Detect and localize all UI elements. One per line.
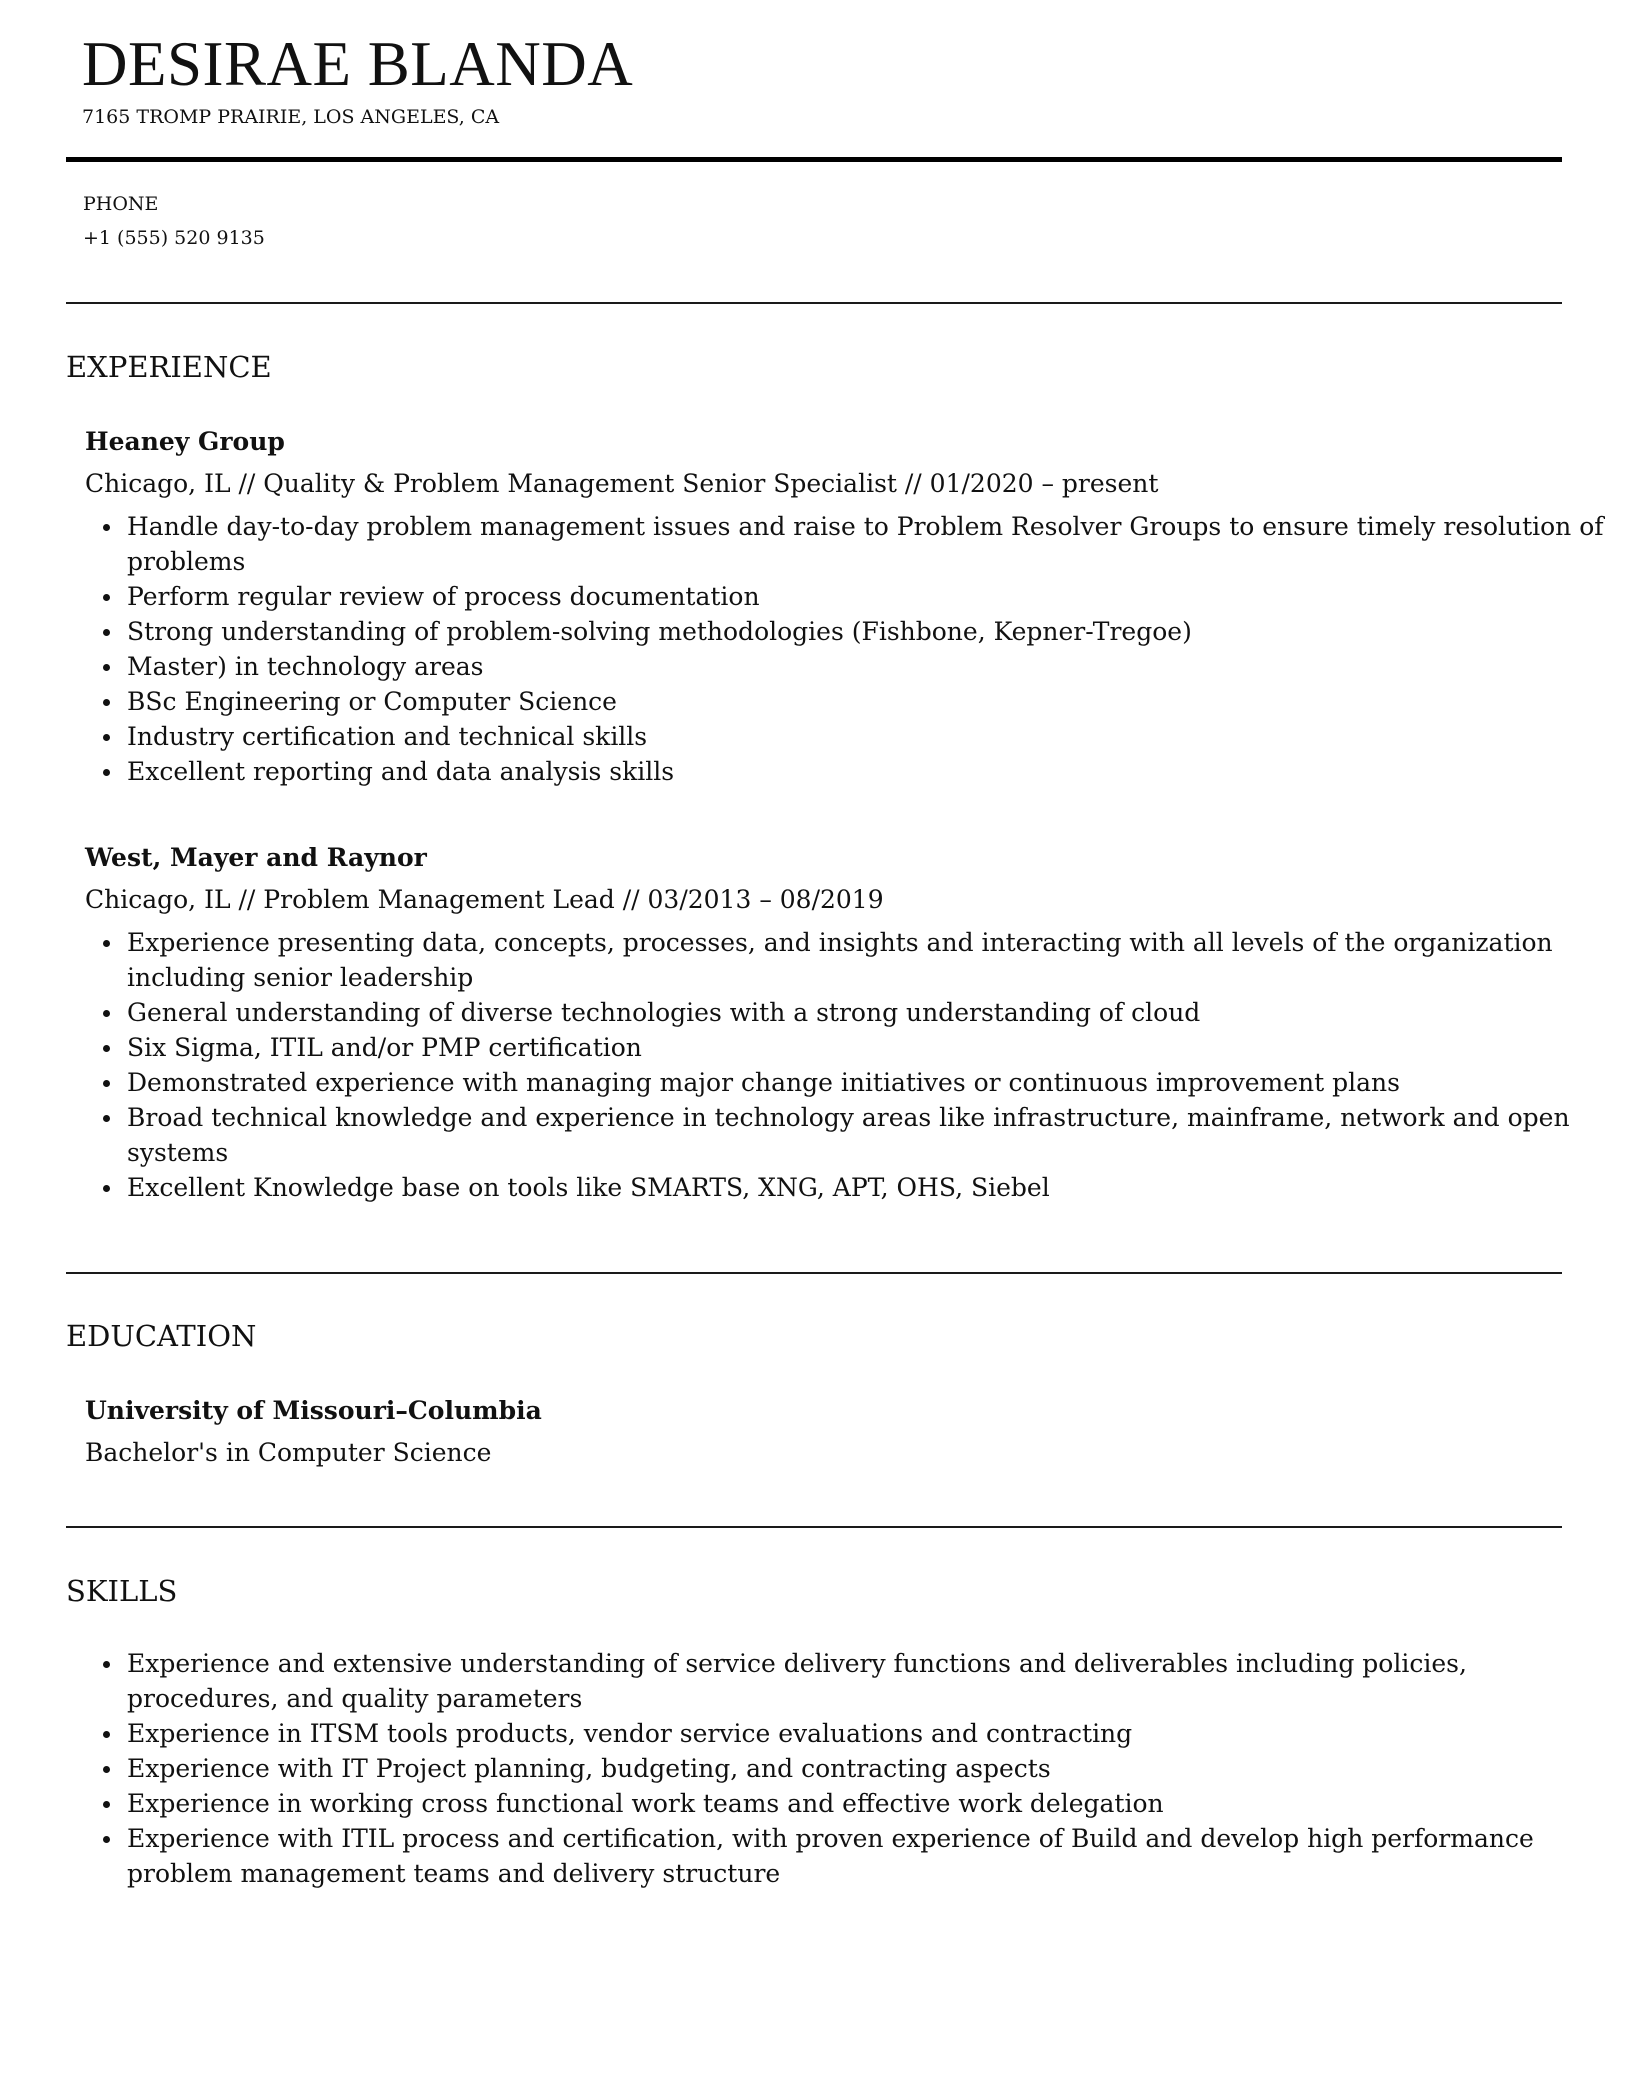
job-meta: Chicago, IL // Problem Management Lead // 03/2013 – 08/2019 (85, 885, 884, 914)
education-heading: EDUCATION (66, 1319, 257, 1353)
degree-name: Bachelor's in Computer Science (85, 1438, 492, 1467)
job-entry (85, 425, 1604, 789)
school-name: University of Missouri–Columbia (85, 1396, 542, 1425)
job-bullet: General understanding of diverse technologies with a strong understanding of cloud (127, 995, 1612, 1030)
section-divider (66, 1526, 1562, 1528)
job-bullet: Strong understanding of problem-solving methodologies (Fishbone, Kepner-Tregoe) (127, 614, 1612, 649)
skills-bullet-list (85, 1646, 1612, 1891)
job-bullet: Broad technical knowledge and experience in technology areas like infrastructure, mainframe, network and open systems (127, 1100, 1612, 1170)
skill-item: Experience with ITIL process and certification, with proven experience of Build and develop high performance problem management teams and delivery structure (127, 1821, 1612, 1891)
skill-item: Experience with IT Project planning, budgeting, and contracting aspects (127, 1751, 1612, 1786)
job-bullet: BSc Engineering or Computer Science (127, 684, 1612, 719)
header-divider (66, 157, 1562, 162)
section-divider (66, 302, 1562, 304)
job-bullet: Experience presenting data, concepts, processes, and insights and interacting with all levels of the organization including senior leadership (127, 925, 1612, 995)
job-bullet: Perform regular review of process documentation (127, 579, 1612, 614)
job-bullet: Demonstrated experience with managing major change initiatives or continuous improvement plans (127, 1065, 1612, 1100)
education-entry (85, 1394, 1562, 1470)
section-divider (66, 1272, 1562, 1274)
job-entry (85, 841, 1570, 1205)
skills-list (85, 1646, 1562, 1891)
job-bullet: Handle day-to-day problem management issues and raise to Problem Resolver Groups to ensure timely resolution of problems (127, 509, 1612, 579)
job-bullet: Six Sigma, ITIL and/or PMP certification (127, 1030, 1612, 1065)
job-bullet: Excellent reporting and data analysis skills (127, 754, 1612, 789)
skill-item: Experience in ITSM tools products, vendor service evaluations and contracting (127, 1716, 1612, 1751)
skill-item: Experience in working cross functional work teams and effective work delegation (127, 1786, 1612, 1821)
candidate-name: DESIRAE BLANDA (82, 29, 634, 99)
job-meta: Chicago, IL // Quality & Problem Management Senior Specialist // 01/2020 – present (85, 469, 1159, 498)
job-bullet-list (85, 925, 1612, 1205)
phone-value: +1 (555) 520 9135 (83, 227, 265, 249)
job-employer: West, Mayer and Raynor (85, 843, 427, 872)
experience-heading: EXPERIENCE (66, 350, 272, 384)
job-bullet: Master) in technology areas (127, 649, 1612, 684)
skills-heading: SKILLS (66, 1574, 178, 1608)
job-bullet: Excellent Knowledge base on tools like SMARTS, XNG, APT, OHS, Siebel (127, 1170, 1612, 1205)
candidate-address: 7165 TROMP PRAIRIE, LOS ANGELES, CA (82, 106, 500, 128)
job-employer: Heaney Group (85, 427, 285, 456)
phone-label: PHONE (83, 193, 159, 215)
job-bullet: Industry certification and technical skills (127, 719, 1612, 754)
job-bullet-list (85, 509, 1612, 789)
skill-item: Experience and extensive understanding of service delivery functions and deliverables including policies, procedures, and quality parameters (127, 1646, 1612, 1716)
